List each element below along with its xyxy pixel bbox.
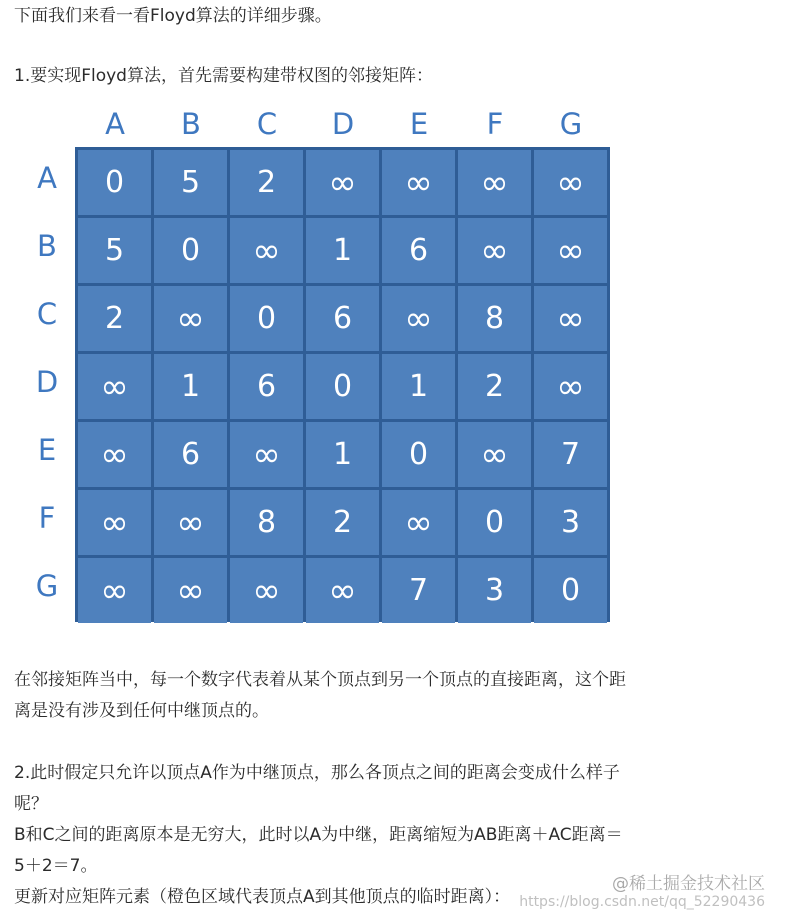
- matrix-cell-a-f: ∞: [458, 150, 531, 215]
- matrix-cell-g-g: 0: [534, 558, 607, 623]
- matrix-description-line-1: 在邻接矩阵当中，每一个数字代表着从某个顶点到另一个顶点的直接距离，这个距: [14, 670, 626, 690]
- matrix-cell-b-a: 5: [78, 218, 151, 283]
- matrix-cell-c-b: ∞: [154, 286, 227, 351]
- matrix-cell-d-a: ∞: [78, 354, 151, 419]
- step2-line-5: 更新对应矩阵元素（橙色区域代表顶点A到其他顶点的临时距离）：: [14, 887, 511, 907]
- watermark-url: https://blog.csdn.net/qq_52290436: [519, 894, 765, 910]
- matrix-row-header-f: F: [38, 501, 56, 535]
- matrix-col-header-b: B: [181, 107, 201, 141]
- matrix-col-header-a: A: [105, 107, 125, 141]
- matrix-cell-a-d: ∞: [306, 150, 379, 215]
- matrix-cell-e-e: 0: [382, 422, 455, 487]
- matrix-cell-c-f: 8: [458, 286, 531, 351]
- matrix-cell-e-d: 1: [306, 422, 379, 487]
- matrix-row-header-b: B: [37, 229, 57, 263]
- matrix-cell-d-f: 2: [458, 354, 531, 419]
- intro-text: 下面我们来看一看Floyd算法的详细步骤。: [14, 6, 332, 26]
- matrix-cell-f-d: 2: [306, 490, 379, 555]
- matrix-cell-b-d: 1: [306, 218, 379, 283]
- matrix-cell-g-e: 7: [382, 558, 455, 623]
- matrix-cell-e-b: 6: [154, 422, 227, 487]
- step2-line-2: 呢？: [14, 794, 48, 814]
- matrix-row-header-d: D: [35, 365, 59, 399]
- matrix-col-header-e: E: [409, 107, 429, 141]
- matrix-cell-d-c: 6: [230, 354, 303, 419]
- matrix-cell-f-c: 8: [230, 490, 303, 555]
- matrix-col-header-d: D: [331, 107, 355, 141]
- matrix-col-header-c: C: [256, 107, 278, 141]
- matrix-cell-b-g: ∞: [534, 218, 607, 283]
- matrix-cell-b-e: 6: [382, 218, 455, 283]
- matrix-cell-d-e: 1: [382, 354, 455, 419]
- matrix-row-header-a: A: [37, 161, 57, 195]
- step2-line-4: 5＋2＝7。: [14, 856, 98, 876]
- matrix-cell-b-f: ∞: [458, 218, 531, 283]
- matrix-cell-g-d: ∞: [306, 558, 379, 623]
- matrix-cell-b-b: 0: [154, 218, 227, 283]
- matrix-cell-f-b: ∞: [154, 490, 227, 555]
- matrix-cell-b-c: ∞: [230, 218, 303, 283]
- matrix-cell-a-c: 2: [230, 150, 303, 215]
- matrix-cell-f-a: ∞: [78, 490, 151, 555]
- matrix-cell-e-f: ∞: [458, 422, 531, 487]
- matrix-cell-e-c: ∞: [230, 422, 303, 487]
- matrix-col-header-g: G: [559, 107, 583, 141]
- matrix-cell-d-g: ∞: [534, 354, 607, 419]
- matrix-cell-d-b: 1: [154, 354, 227, 419]
- matrix-cell-f-f: 0: [458, 490, 531, 555]
- matrix-cell-f-g: 3: [534, 490, 607, 555]
- matrix-cell-g-a: ∞: [78, 558, 151, 623]
- matrix-col-header-f: F: [486, 107, 504, 141]
- adjacency-matrix-figure: [0, 100, 785, 630]
- matrix-row-header-e: E: [37, 433, 57, 467]
- step2-line-1: 2.此时假定只允许以顶点A作为中继顶点，那么各顶点之间的距离会变成什么样子: [14, 763, 620, 783]
- matrix-cell-e-a: ∞: [78, 422, 151, 487]
- matrix-cell-g-b: ∞: [154, 558, 227, 623]
- matrix-cell-c-a: 2: [78, 286, 151, 351]
- matrix-cell-a-g: ∞: [534, 150, 607, 215]
- matrix-cell-c-d: 6: [306, 286, 379, 351]
- step2-line-3: B和C之间的距离原本是无穷大，此时以A为中继，距离缩短为AB距离＋AC距离＝: [14, 825, 623, 845]
- step1-heading: 1.要实现Floyd算法，首先需要构建带权图的邻接矩阵：: [14, 66, 433, 86]
- matrix-cell-a-b: 5: [154, 150, 227, 215]
- matrix-cell-g-f: 3: [458, 558, 531, 623]
- matrix-cell-d-d: 0: [306, 354, 379, 419]
- matrix-row-header-c: C: [36, 297, 58, 331]
- matrix-cell-c-c: 0: [230, 286, 303, 351]
- matrix-cell-e-g: 7: [534, 422, 607, 487]
- matrix-cell-c-g: ∞: [534, 286, 607, 351]
- matrix-cell-a-e: ∞: [382, 150, 455, 215]
- matrix-cell-c-e: ∞: [382, 286, 455, 351]
- adjacency-matrix-grid: [75, 147, 610, 622]
- watermark: [519, 874, 765, 910]
- matrix-cell-a-a: 0: [78, 150, 151, 215]
- matrix-row-header-g: G: [35, 569, 59, 603]
- matrix-description-line-2: 离是没有涉及到任何中继顶点的。: [14, 701, 269, 721]
- watermark-brand: @稀土掘金技术社区: [612, 874, 765, 894]
- matrix-cell-g-c: ∞: [230, 558, 303, 623]
- matrix-cell-f-e: ∞: [382, 490, 455, 555]
